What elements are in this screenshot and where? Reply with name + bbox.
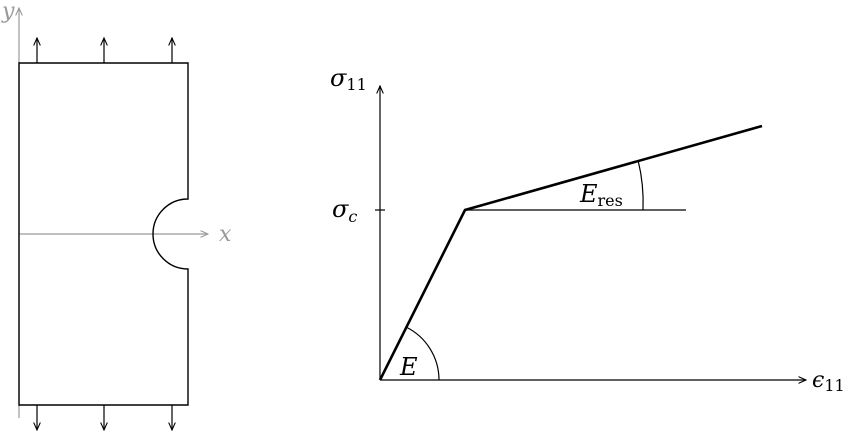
- bilinear-curve: [380, 126, 762, 380]
- residual-modulus-label: Eres: [580, 180, 623, 210]
- elastic-modulus-label: E: [400, 353, 418, 381]
- epsilon-axis-label: ϵ11: [812, 368, 845, 395]
- sigma-axis-label: σ11: [330, 64, 367, 94]
- specimen-y-label: y: [2, 0, 15, 24]
- specimen-diagram: [1, 0, 232, 430]
- residual-modulus-arc: [638, 160, 643, 210]
- sigma-c-label: $\sigma_c$: [332, 195, 358, 226]
- stress-strain-diagram: [330, 64, 845, 395]
- specimen-x-label: x: [219, 222, 232, 247]
